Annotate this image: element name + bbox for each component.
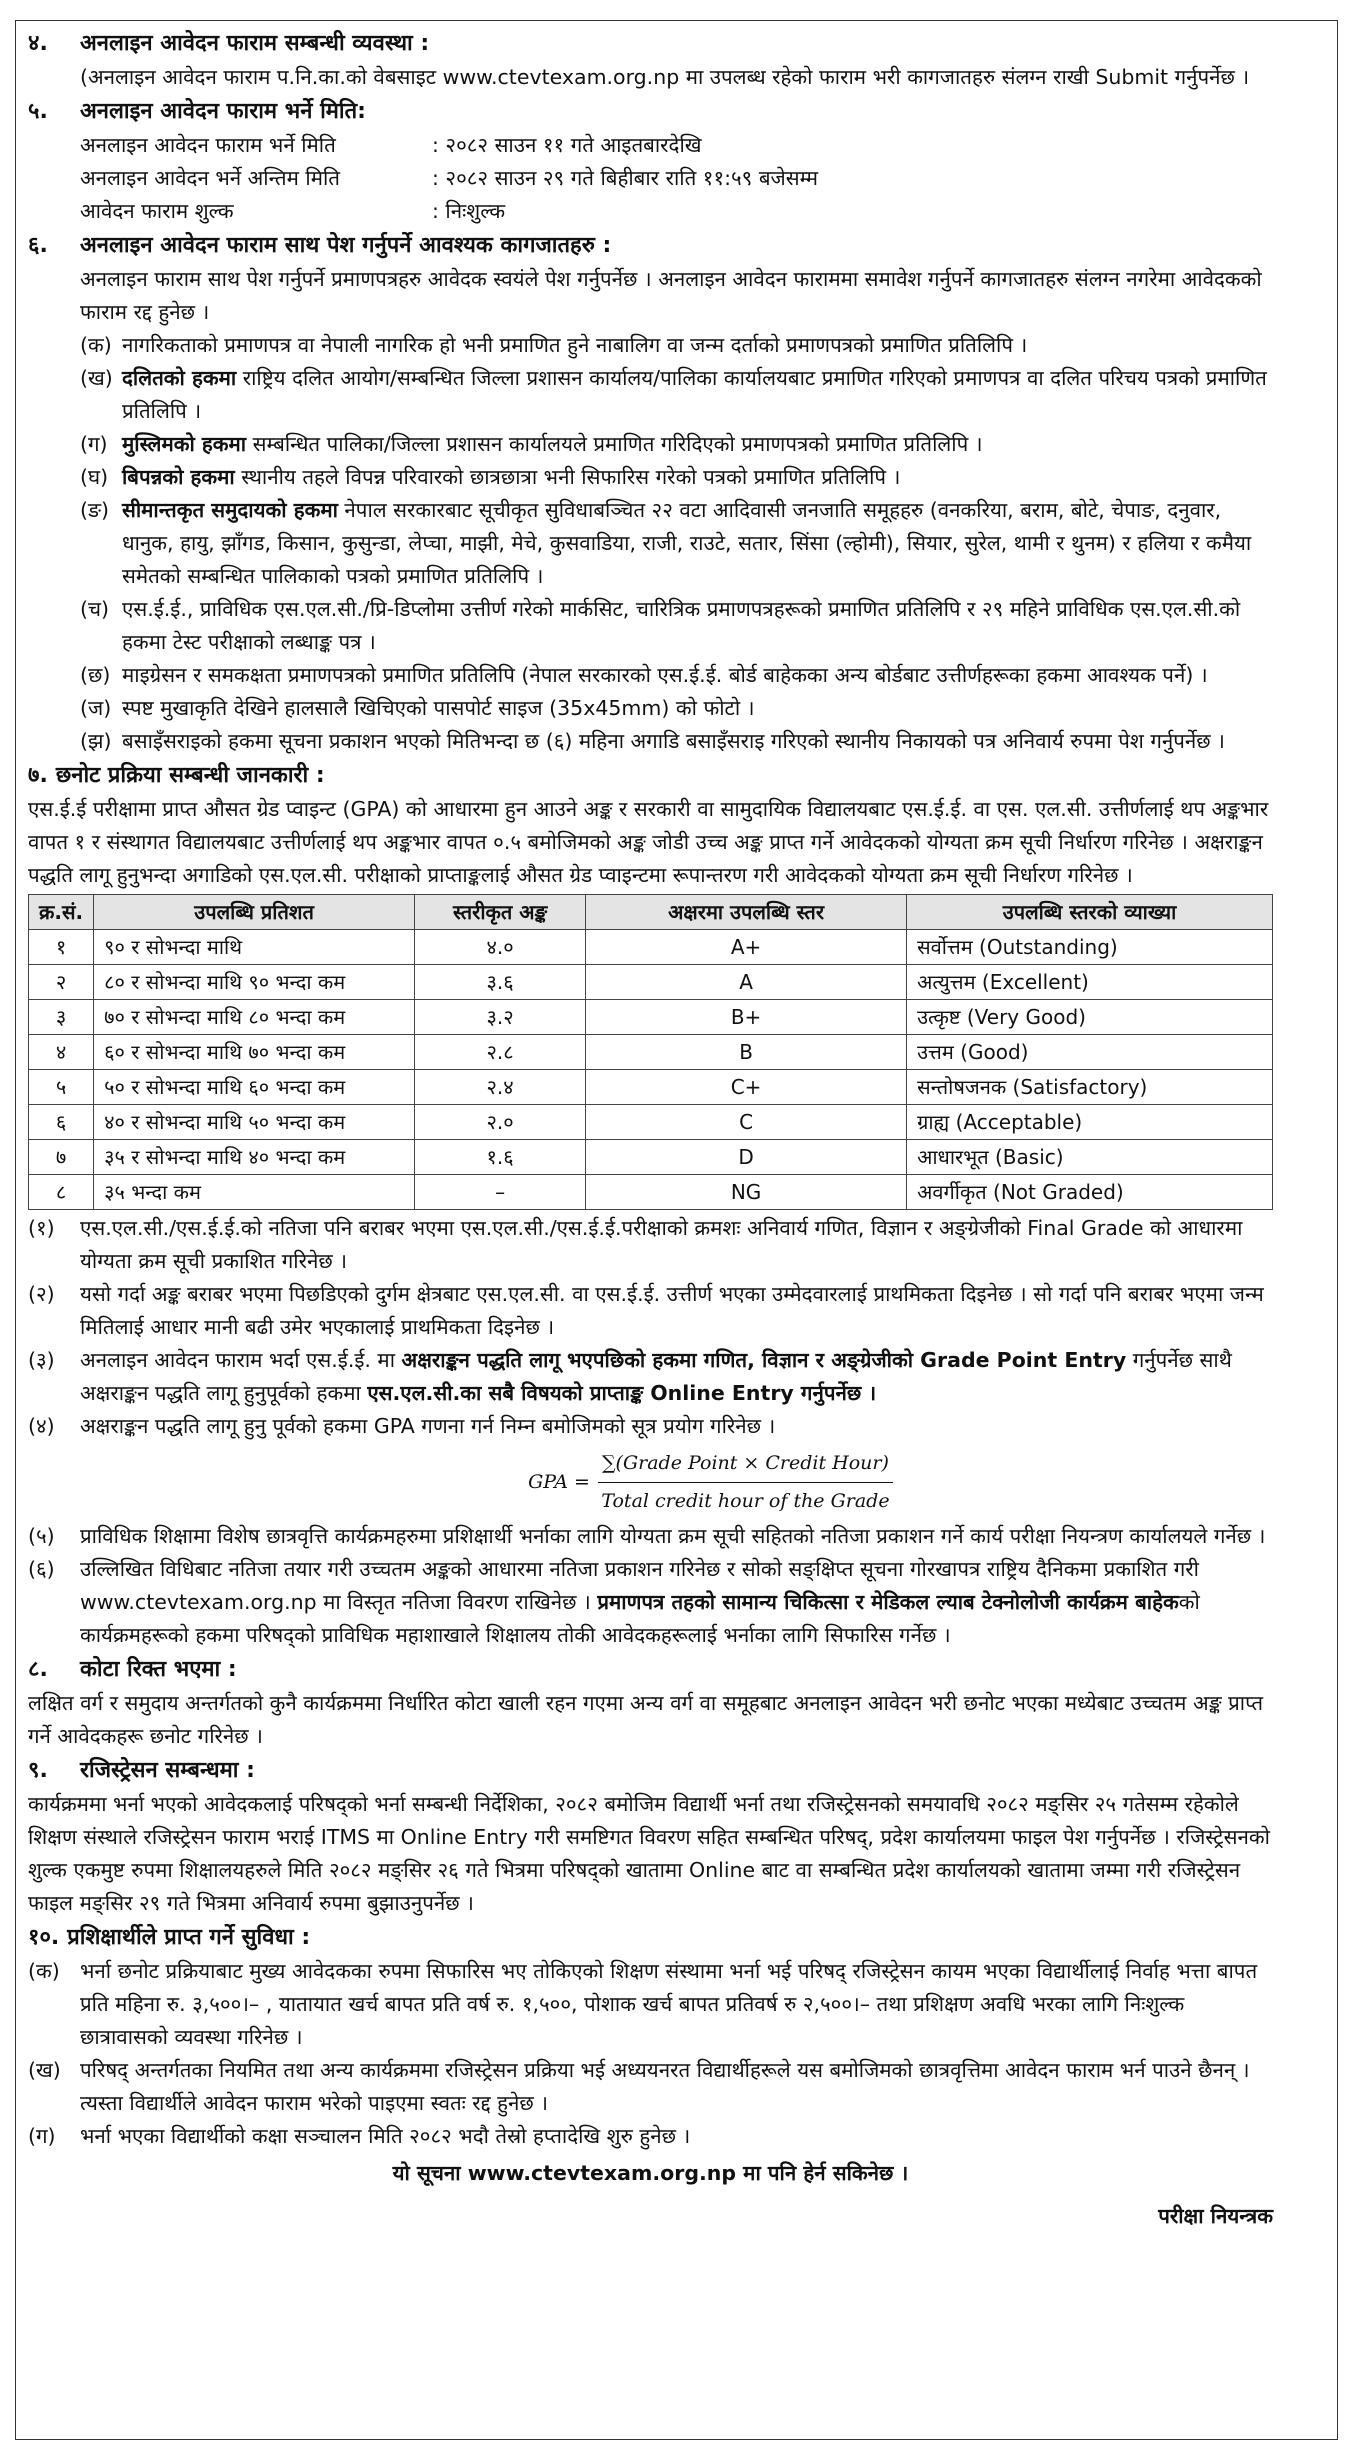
date-value: : २०८२ साउन ११ गते आइतबारदेखि: [432, 133, 702, 157]
table-row: [29, 965, 1273, 1000]
note-marker: (६): [28, 1557, 55, 1581]
section-number: १०.: [28, 1925, 60, 1950]
note-item: [28, 1212, 1273, 1278]
note-text: अक्षराङ्कन पद्धति लागू हुनु पूर्वको हकमा GPA गणना गर्न निम्न बमोजिमको सूत्र प्रयोग गरिनेछ ।: [80, 1414, 776, 1438]
note-text: यसो गर्दा अङ्क बराबर भएमा पिछडिएको दुर्गम क्षेत्रबाट एस.एल.सी. वा एस.ई.ई. उत्तीर्ण भएका उम्मेदवारलाई प्राथमिकता दिइनेछ । सो गर्दा पनि बराबर भएमा जन्म मितिलाई आधार मानी बढी उमेर भएकालाई प्राथमिकता दिइनेछ ।: [80, 1282, 1264, 1339]
cell-percentage: ३५ र सोभन्दा माथि ४० भन्दा कम: [94, 1140, 415, 1175]
section-6-heading: [28, 228, 1273, 263]
document-item: [28, 494, 1273, 593]
col-header: स्तरीकृत अङ्क: [415, 895, 586, 930]
document-item: [28, 593, 1273, 659]
item-bold: सीमान्तकृत समुदायको हकमा: [122, 498, 338, 522]
cell-letter-grade: B+: [586, 1000, 907, 1035]
col-header: अक्षरमा उपलब्धि स्तर: [586, 895, 907, 930]
col-header: उपलब्धि प्रतिशत: [94, 895, 415, 930]
item-text: स्थानीय तहले विपन्न परिवारको छात्रछात्रा भनी सिफारिस गरेको पत्रको प्रमाणित प्रतिलिपि ।: [234, 465, 901, 489]
date-label: अनलाइन आवेदन भर्ने अन्तिम मिति: [80, 166, 340, 190]
section-7-intro: एस.ई.ई परीक्षामा प्राप्त औसत ग्रेड प्वाइन्ट (GPA) को आधारमा हुन आउने अङ्क र सरकारी वा सामुदायिक विद्यालयबाट एस.ई.ई. वा एस. एल.सी. उत्तीर्णलाई थप अङ्कभार वापत १ र संस्थागत विद्यालयबाट उत्तीर्णलाई थप अङ्कभार वापत ०.५ बमोजिमको अङ्क जोडी उच्च अङ्क प्राप्त गर्ने आवेदकको योग्यता क्रम सूची निर्धारण गरिनेछ । अक्षराङ्कन पद्धति लागू हुनुभन्दा अगाडिको एस.एल.सी. परीक्षाको प्राप्ताङ्कलाई औसत ग्रेड प्वाइन्टमा रूपान्तरण गरी आवेदकको योग्यता क्रम सूची निर्धारण गरिनेछ ।: [28, 797, 1269, 887]
notice-content: [28, 26, 1273, 2233]
cell-sn: ७: [29, 1140, 94, 1175]
cell-letter-grade: D: [586, 1140, 907, 1175]
note-text: को कार्यक्रमहरूको हकमा परिषद्को प्राविधिक महाशाखाले शिक्षालय तोकी आवेदकहरूलाई भर्नाका लागि सिफारिस गर्नेछ ।: [80, 1590, 1200, 1647]
section-number: ७.: [28, 763, 48, 788]
cell-percentage: ४० र सोभन्दा माथि ५० भन्दा कम: [94, 1105, 415, 1140]
cell-percentage: ५० र सोभन्दा माथि ६० भन्दा कम: [94, 1070, 415, 1105]
section-8-body: लक्षित वर्ग र समुदाय अन्तर्गतको कुनै कार्यक्रममा निर्धारित कोटा खाली रहन गएमा अन्य वर्ग वा समूहबाट अनलाइन आवेदन भरी छनोट भएका मध्येबाट उच्चतम अङ्क प्राप्त गर्ने आवेदकहरू छनोट गरिनेछ ।: [28, 1691, 1264, 1748]
item-bold: दलितको हकमा: [122, 366, 237, 390]
cell-letter-grade: B: [586, 1035, 907, 1070]
note-marker: (२): [28, 1282, 55, 1306]
table-row: [29, 930, 1273, 965]
item-text: नागरिकताको प्रमाणपत्र वा नेपाली नागरिक हो भनी प्रमाणित हुने नाबालिग वा जन्म दर्ताको प्रमाणपत्रको प्रमाणित प्रतिलिपि ।: [122, 333, 1028, 357]
date-label: अनलाइन आवेदन फाराम भर्ने मिति: [80, 133, 336, 157]
col-header: उपलब्धि स्तरको व्याख्या: [907, 895, 1273, 930]
cell-description: उत्तम (Good): [907, 1035, 1273, 1070]
cell-grade-point: ४.०: [415, 930, 586, 965]
section-title: कोटा रिक्त भएमा :: [80, 1657, 237, 1682]
date-row: [28, 162, 1273, 195]
cell-grade-point: –: [415, 1175, 586, 1210]
item-text: बसाइँसराइको हकमा सूचना प्रकाशन भएको मितिभन्दा छ (६) महिना अगाडि बसाइँसराइ गरिएको स्थानीय निकायको पत्र अनिवार्य रुपमा पेश गर्नुपर्नेछ ।: [122, 729, 1225, 753]
item-text: सम्बन्धित पालिका/जिल्ला प्रशासन कार्यालयले प्रमाणित गरिदिएको प्रमाणपत्रको प्रमाणित प्रतिलिपि ।: [246, 432, 983, 456]
cell-letter-grade: C+: [586, 1070, 907, 1105]
gpa-formula: [28, 1447, 1273, 1518]
note-text: प्राविधिक शिक्षामा विशेष छात्रवृत्ति कार्यक्रमहरुमा प्रशिक्षार्थी भर्नाका लागि योग्यता क्रम सूची सहितको नतिजा प्रकाशन गर्ने कार्य परीक्षा नियन्त्रण कार्यालयले गर्नेछ ।: [80, 1524, 1266, 1548]
item-marker: (ङ): [80, 498, 110, 522]
date-value: : निःशुल्क: [432, 199, 506, 223]
cell-percentage: ६० र सोभन्दा माथि ७० भन्दा कम: [94, 1035, 415, 1070]
section-6-intro: अनलाइन फाराम साथ पेश गर्नुपर्ने प्रमाणपत्रहरु आवेदक स्वयंले पेश गर्नुपर्नेछ । अनलाइन आवेदन फाराममा समावेश गर्नुपर्ने कागजातहरु संलग्न नगरेमा आवेदकको फाराम रद्द हुनेछ ।: [80, 267, 1262, 324]
item-text: भर्ना भएका विद्यार्थीको कक्षा सञ्चालन मिति २०८२ भदौ तेस्रो हप्तादेखि शुरु हुनेछ ।: [80, 2124, 691, 2148]
cell-letter-grade: A: [586, 965, 907, 1000]
cell-percentage: ९० र सोभन्दा माथि: [94, 930, 415, 965]
note-item: [28, 1553, 1273, 1652]
cell-description: आधारभूत (Basic): [907, 1140, 1273, 1175]
section-title: अनलाइन आवेदन फाराम सम्बन्धी व्यवस्था :: [80, 31, 430, 56]
cell-letter-grade: NG: [586, 1175, 907, 1210]
document-item: [28, 692, 1273, 725]
section-title: अनलाइन आवेदन फाराम भर्ने मिति:: [80, 99, 366, 124]
item-text: एस.ई.ई., प्राविधिक एस.एल.सी./प्रि-डिप्लोमा उत्तीर्ण गरेको मार्कसिट, चारित्रिक प्रमाणपत्रहरूको प्रमाणित प्रतिलिपि र २९ महिने प्राविधिक एस.एल.सी.को हकमा टेस्ट परीक्षाको लब्धाङ्क पत्र ।: [122, 597, 1241, 654]
note-text: एस.एल.सी./एस.ई.ई.को नतिजा पनि बराबर भएमा एस.एल.सी./एस.ई.ई.परीक्षाको क्रमशः अनिवार्य गणित, विज्ञान र अङ्ग्रेजीको Final Grade को आधारमा योग्यता क्रम सूची प्रकाशित गरिनेछ ।: [80, 1216, 1243, 1273]
item-marker: (ख): [28, 2058, 61, 2082]
item-text: भर्ना छनोट प्रक्रियाबाट मुख्य आवेदकका रुपमा सिफारिस भए तोकिएको शिक्षण संस्थामा भर्ना भई परिषद् रजिस्ट्रेसन कायम भएका विद्यार्थीलाई निर्वाह भत्ता बापत प्रति महिना रु. ३,५००।– , यातायात खर्च बापत प्रति वर्ष रु. १,५००, पोशाक खर्च बापत प्रतिवर्ष रु २,५००।– तथा प्रशिक्षण अवधि भरका लागि निःशुल्क छात्रावासको व्यवस्था गरिनेछ ।: [80, 1959, 1258, 2049]
cell-description: अत्युत्तम (Excellent): [907, 965, 1273, 1000]
section-7-heading: [28, 758, 1273, 793]
section-number: ६.: [28, 233, 48, 258]
col-header: क्र.सं.: [29, 895, 94, 930]
item-bold: मुस्लिमको हकमा: [122, 432, 247, 456]
item-text: नेपाल सरकारबाट सूचीकृत सुविधाबञ्चित २२ वटा आदिवासी जनजाति समूहहरु (वनकरिया, बराम, बोटे, चेपाङ, दनुवार, धानुक, हायु, झाँगड, किसान, कुसुन्डा, लेप्चा, माझी, मेचे, कुसवाडिया, राजी, राउटे, सतार, सिंसा (ल्होमी), सियार, सुरेल, थामी र थुनम) र हलिया र कमैया समेतको सम्बन्धित पालिकाको पत्रको प्रमाणित प्रतिलिपि ।: [122, 498, 1252, 588]
note-text: गर्नुपर्नेछ साथै अक्षराङ्कन पद्धति लागू हुनुपूर्वको हकमा: [80, 1348, 1232, 1405]
formula-fraction: [598, 1447, 893, 1518]
item-text: माइग्रेसन र समकक्षता प्रमाणपत्रको प्रमाणित प्रतिलिपि (नेपाल सरकारको एस.ई.ई. बोर्ड बाहेकका अन्य बोर्डबाट उत्तीर्णहरूका हकमा आवश्यक पर्ने) ।: [122, 663, 1208, 687]
document-item: [28, 362, 1273, 428]
cell-description: सन्तोषजनक (Satisfactory): [907, 1070, 1273, 1105]
cell-grade-point: २.४: [415, 1070, 586, 1105]
section-9-heading: [28, 1753, 1273, 1788]
document-item: [28, 725, 1273, 758]
document-item: [28, 428, 1273, 461]
cell-percentage: ८० र सोभन्दा माथि ९० भन्दा कम: [94, 965, 415, 1000]
note-marker: (४): [28, 1414, 55, 1438]
section-10-heading: [28, 1920, 1273, 1955]
note-bold: प्रमाणपत्र तहको सामान्य चिकित्सा र मेडिकल ल्याब टेक्नोलोजी कार्यक्रम बाहेक: [597, 1590, 1179, 1614]
note-item: [28, 1520, 1273, 1553]
cell-grade-point: ३.६: [415, 965, 586, 1000]
item-marker: (च): [80, 597, 110, 621]
cell-grade-point: २.०: [415, 1105, 586, 1140]
cell-grade-point: ३.२: [415, 1000, 586, 1035]
cell-percentage: ७० र सोभन्दा माथि ८० भन्दा कम: [94, 1000, 415, 1035]
section-title: अनलाइन आवेदन फाराम साथ पेश गर्नुपर्ने आवश्यक कागजातहरु :: [80, 233, 612, 258]
section-number: ४.: [28, 31, 48, 56]
section-title: छनोट प्रक्रिया सम्बन्धी जानकारी :: [55, 763, 325, 788]
cell-sn: २: [29, 965, 94, 1000]
grade-table-header: [29, 895, 1273, 930]
item-marker: (ग): [28, 2124, 56, 2148]
formula-denominator: Total credit hour of the Grade: [601, 1490, 890, 1512]
grade-table: [28, 894, 1273, 1210]
cell-grade-point: २.८: [415, 1035, 586, 1070]
section-8-heading: [28, 1652, 1273, 1687]
section-number: ८.: [28, 1657, 48, 1682]
cell-percentage: ३५ भन्दा कम: [94, 1175, 415, 1210]
cell-sn: १: [29, 930, 94, 965]
table-row: [29, 1105, 1273, 1140]
cell-description: अवर्गीकृत (Not Graded): [907, 1175, 1273, 1210]
cell-sn: ६: [29, 1105, 94, 1140]
item-marker: (घ): [80, 465, 109, 489]
section-number: ९.: [28, 1758, 48, 1783]
note-item: [28, 1344, 1273, 1410]
note-marker: (१): [28, 1216, 55, 1240]
item-text: परिषद् अन्तर्गतका नियमित तथा अन्य कार्यक्रममा रजिस्ट्रेसन प्रक्रिया भई अध्ययनरत विद्यार्थीहरूले यस बमोजिमको छात्रवृत्तिमा आवेदन फाराम भर्न पाउने छैनन् । त्यस्ता विद्यार्थीले आवेदन फाराम भरेको पाइएमा स्वतः रद्द हुनेछ ।: [80, 2058, 1250, 2115]
document-item: [28, 659, 1273, 692]
table-row: [29, 1035, 1273, 1070]
formula-numerator: ∑(Grade Point × Credit Hour): [598, 1447, 893, 1483]
table-row: [29, 1175, 1273, 1210]
item-text: स्पष्ट मुखाकृति देखिने हालसालै खिचिएको पासपोर्ट साइज (35x45mm) को फोटो ।: [122, 696, 755, 720]
date-row: [28, 195, 1273, 228]
note-item: [28, 1278, 1273, 1344]
section-title: प्रशिक्षार्थीले प्राप्त गर्ने सुविधा :: [67, 1925, 311, 1950]
item-marker: (ख): [80, 366, 113, 390]
section-4-heading: [28, 26, 1273, 61]
cell-sn: ८: [29, 1175, 94, 1210]
item-marker: (झ): [80, 729, 112, 753]
table-row: [29, 1140, 1273, 1175]
note-item: [28, 1410, 1273, 1443]
note-marker: (५): [28, 1524, 55, 1548]
cell-description: ग्राह्य (Acceptable): [907, 1105, 1273, 1140]
note-bold: एस.एल.सी.का सबै विषयको प्राप्ताङ्क Online Entry गर्नुपर्नेछ ।: [367, 1381, 877, 1405]
table-row: [29, 1000, 1273, 1035]
table-row: [29, 1070, 1273, 1105]
cell-letter-grade: C: [586, 1105, 907, 1140]
cell-sn: ४: [29, 1035, 94, 1070]
benefit-item: [28, 2054, 1273, 2120]
item-bold: बिपन्नको हकमा: [122, 465, 235, 489]
closing-note: यो सूचना www.ctevtexam.org.np मा पनि हेर्न सकिनेछ ।: [392, 2161, 909, 2185]
section-9-body: कार्यक्रममा भर्ना भएको आवेदकलाई परिषद्को भर्ना सम्बन्धी निर्देशिका, २०८२ बमोजिम विद्यार्थी भर्ना तथा रजिस्ट्रेसनको समयावधि २०८२ मङ्सिर २५ गतेसम्म रहेकोले शिक्षण संस्थाले रजिस्ट्रेसन फाराम भराई ITMS मा Online Entry गरी समष्टिगत विवरण सहित सम्बन्धित परिषद्, प्रदेश कार्यालयमा फाइल पेश गर्नुपर्नेछ । रजिस्ट्रेसनको शुल्क एकमुष्ट रुपमा शिक्षालयहरुले मिति २०८२ मङ्सिर २६ गते भित्रमा परिषद्को खातामा Online बाट वा सम्बन्धित प्रदेश कार्यालयको खातामा जम्मा गरी रजिस्ट्रेसन फाइल मङ्सिर २९ गते भित्रमा अनिवार्य रुपमा बुझाउनुपर्नेछ ।: [28, 1792, 1270, 1915]
signature: परीक्षा नियन्त्रक: [1158, 2204, 1273, 2228]
cell-sn: ३: [29, 1000, 94, 1035]
item-marker: (ज): [80, 696, 112, 720]
benefit-item: [28, 2120, 1273, 2153]
section-4-body: (अनलाइन आवेदन फाराम प.नि.का.को वेबसाइट www.ctevtexam.org.np मा उपलब्ध रहेको फाराम भरी कागजातहरु संलग्न राखी Submit गर्नुपर्नेछ ।: [80, 65, 1250, 89]
section-title: रजिस्ट्रेसन सम्बन्धमा :: [80, 1758, 255, 1783]
cell-sn: ५: [29, 1070, 94, 1105]
item-marker: (ग): [80, 432, 108, 456]
date-value: : २०८२ साउन २९ गते बिहीबार राति ११:५९ बजेसम्म: [432, 166, 819, 190]
item-marker: (क): [80, 333, 112, 357]
note-text: उल्लिखित विधिबाट नतिजा तयार गरी उच्चतम अङ्कको आधारमा नतिजा प्रकाशन गरिनेछ र सोको सङ्क्षिप्त सूचना गोरखापत्र राष्ट्रिय दैनिकमा प्रकाशित गरी www.ctevtexam.org.np मा विस्तृत नतिजा विवरण राखिनेछ ।: [80, 1557, 1199, 1614]
note-marker: (३): [28, 1348, 55, 1372]
cell-description: सर्वोत्तम (Outstanding): [907, 930, 1273, 965]
date-row: [28, 129, 1273, 162]
cell-description: उत्कृष्ट (Very Good): [907, 1000, 1273, 1035]
date-label: आवेदन फाराम शुल्क: [80, 199, 234, 223]
item-marker: (क): [28, 1959, 60, 1983]
document-item: [28, 329, 1273, 362]
section-number: ५.: [28, 99, 48, 124]
formula-lhs: GPA =: [528, 1471, 590, 1493]
note-bold: अक्षराङ्कन पद्धति लागू भएपछिको हकमा गणित, विज्ञान र अङ्ग्रेजीको Grade Point Entry: [401, 1348, 1127, 1372]
item-marker: (छ): [80, 663, 111, 687]
cell-grade-point: १.६: [415, 1140, 586, 1175]
note-text: अनलाइन आवेदन फाराम भर्दा एस.ई.ई. मा: [80, 1348, 402, 1372]
item-text: राष्ट्रिय दलित आयोग/सम्बन्धित जिल्ला प्रशासन कार्यालय/पालिका कार्यालयबाट प्रमाणित गरिएको प्रमाणपत्र वा दलित परिचय पत्रको प्रमाणित प्रतिलिपि ।: [122, 366, 1267, 423]
section-5-heading: [28, 94, 1273, 129]
document-item: [28, 461, 1273, 494]
cell-letter-grade: A+: [586, 930, 907, 965]
benefit-item: [28, 1955, 1273, 2054]
